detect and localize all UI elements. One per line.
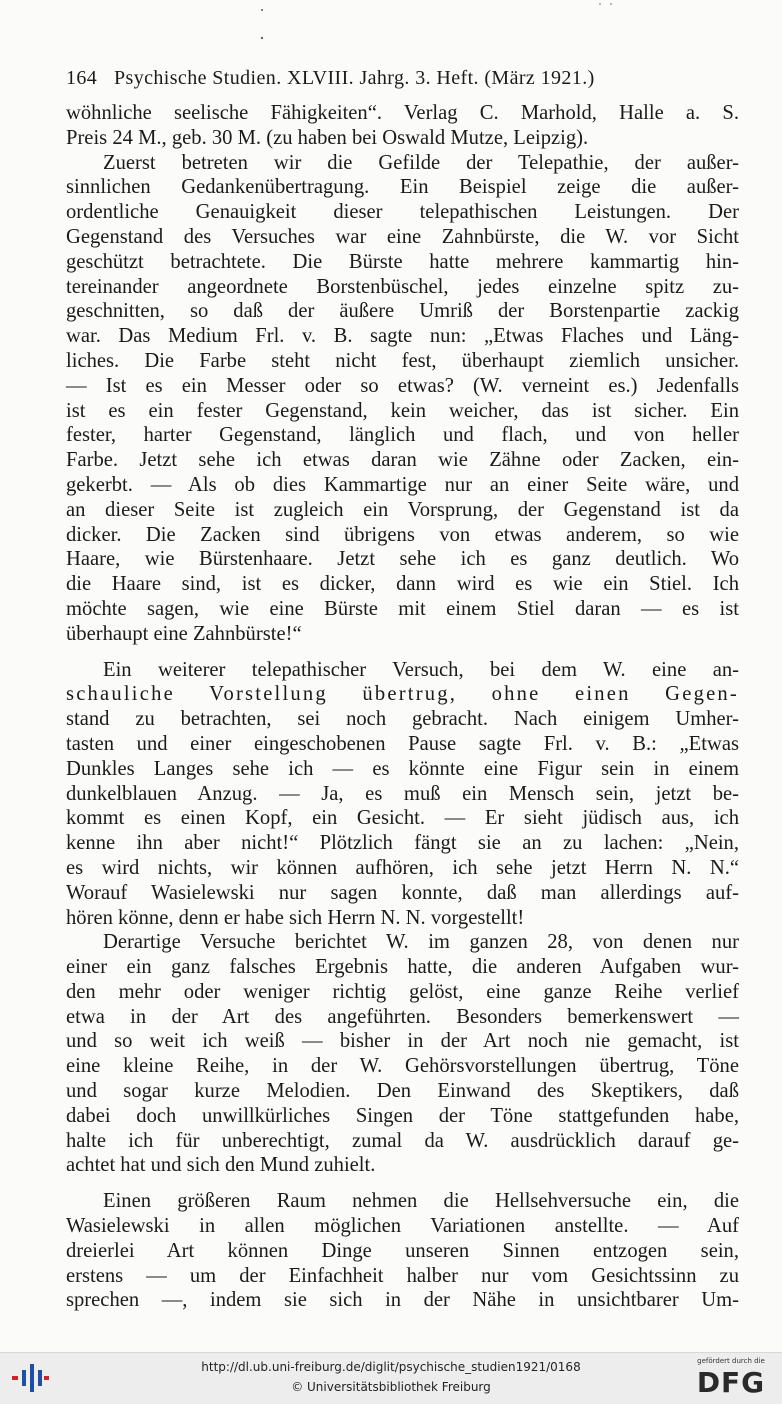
text-line-spaced: schauliche Vorstellung übertrug, ohne einen Gegen- (66, 683, 739, 706)
paragraph-gap (66, 1178, 739, 1189)
text-line: eine kleine Reihe, in der W. Gehörsvorstellungen übertrug, Töne (66, 1055, 739, 1078)
scan-specks (0, 0, 782, 60)
text-line: dreierlei Art können Dinge unseren Sinnen entzogen sein, (66, 1239, 739, 1262)
text-line: tereinander angeordnete Borstenbüschel, jedes einzelne spitz zu- (66, 275, 739, 298)
text-line: Gegenstand des Versuches war eine Zahnbürste, die W. vor Sicht (66, 225, 739, 248)
text-line: möchte sagen, wie eine Bürste mit einem Stiel daran — es ist (66, 597, 739, 620)
text-line: kenne ihn aber nicht!“ Plötzlich fängt sie an zu lachen: „Nein, (66, 832, 739, 855)
text-line: Farbe. Jetzt sehe ich etwas daran wie Zähne oder Zacken, ein- (66, 449, 739, 472)
text-line: Derartige Versuche berichtet W. im ganzen 28, von denen nur (103, 931, 739, 954)
running-title: Psychische Studien. XLVIII. Jahrg. 3. Heft. (März 1921.) (114, 67, 595, 89)
text-line: liches. Die Farbe steht nicht fest, überhaupt ziemlich unsicher. (66, 349, 739, 372)
text-line: die Haare sind, ist es dicker, dann wird es wie ein Stiel. Ich (66, 573, 739, 596)
text-line: etwa in der Art des angeführten. Besonders bemerkenswert — (66, 1005, 739, 1028)
text-line: dabei doch unwillkürliches Singen der Töne stattgefunden habe, (66, 1104, 739, 1127)
text-line: einer ein ganz falsches Ergebnis hatte, die anderen Aufgaben wur- (66, 956, 739, 979)
text-line: tasten und einer eingeschobenen Pause sagte Frl. v. B.: „Etwas (66, 732, 739, 755)
text-line: und sogar kurze Melodien. Den Einwand des Skeptikers, daß (66, 1080, 739, 1103)
text-line: es wird nichts, wir können aufhören, ich sehe jetzt Herrn N. N.“ (66, 856, 739, 879)
text-line: ist es ein fester Gegenstand, kein weicher, das ist sicher. Ein (66, 399, 739, 422)
page-number: 164 (66, 67, 98, 89)
text-line: Dunkles Langes sehe ich — es könnte eine Figur sein in einem (66, 757, 739, 780)
body-text (66, 101, 739, 1313)
dfg-logo-text: DFG (696, 1366, 766, 1399)
text-line: kommt es einen Kopf, ein Gesicht. — Er sieht jüdisch aus, ich (66, 807, 739, 830)
text-line: Haare, wie Bürstenhaare. Jetzt sehe ich es ganz deutlich. Wo (66, 548, 739, 571)
copyright-notice: © Universitätsbibliothek Freiburg (291, 1380, 491, 1394)
text-line: Worauf Wasielewski nur sagen konnte, daß man allerdings auf- (66, 881, 739, 904)
text-line: halte ich für unberechtigt, zumal da W. ausdrücklich darauf ge- (66, 1129, 739, 1152)
text-line: und so weit ich weiß — bisher in der Art noch nie gemacht, ist (66, 1030, 739, 1053)
permalink-url[interactable]: http://dl.ub.uni-freiburg.de/diglit/psychische_studien1921/0168 (201, 1360, 581, 1374)
text-line: Ein weiterer telepathischer Versuch, bei dem W. eine an- (103, 658, 739, 681)
text-line: — Ist es ein Messer oder so etwas? (W. verneint es.) Jedenfalls (66, 374, 739, 397)
text-line: erstens — um der Einfachheit halber nur vom Gesichtssinn zu (66, 1264, 739, 1287)
text-line: Einen größeren Raum nehmen die Hellsehversuche ein, die (103, 1190, 739, 1213)
text-line: den mehr oder weniger richtig gelöst, eine ganze Reihe verlief (66, 980, 739, 1003)
text-line: überhaupt eine Zahnbürste!“ (66, 622, 302, 645)
text-line: achtet hat und sich den Mund zuhielt. (66, 1154, 376, 1177)
text-line: dicker. Die Zacken sind übrigens von etwas anderem, so wie (66, 523, 739, 546)
text-line: gekerbt. — Als ob dies Kammartige nur an einer Seite wäre, und (66, 473, 739, 496)
viewer-footer (0, 1352, 782, 1404)
running-header (66, 67, 706, 93)
text-line: Preis 24 M., geb. 30 M. (zu haben bei Oswald Mutze, Leipzig). (66, 126, 589, 149)
text-line: geschnitten, so daß der äußere Umriß der Borstenpartie zackig (66, 300, 739, 323)
dfg-tagline: gefördert durch die (697, 1357, 765, 1365)
paragraph-gap (66, 647, 739, 658)
text-line: an dieser Seite ist zugleich ein Vorsprung, der Gegenstand ist da (66, 498, 739, 521)
text-line: fester, harter Gegenstand, länglich und flach, und von heller (66, 424, 739, 447)
text-line: Zuerst betreten wir die Gefilde der Telepathie, der außer- (103, 151, 739, 174)
text-line: hören könne, denn er habe sich Herrn N. N. vorgestellt! (66, 906, 525, 929)
text-line: Wasielewski in allen möglichen Variationen anstellte. — Auf (66, 1215, 739, 1238)
text-line: geschützt betrachtete. Die Bürste hatte mehrere kammartig hin- (66, 250, 739, 273)
text-line: wöhnliche seelische Fähigkeiten“. Verlag C. Marhold, Halle a. S. (66, 102, 739, 124)
text-line: sinnlichen Gedankenübertragung. Ein Beispiel zeige die außer- (66, 176, 739, 199)
text-line: dunkelblauen Anzug. — Ja, es muß ein Mensch sein, jetzt be- (66, 782, 739, 805)
text-line: war. Das Medium Frl. v. B. sagte nun: „Etwas Flaches und Läng- (66, 325, 739, 348)
text-line: ordentliche Genauigkeit dieser telepathischen Leistungen. Der (66, 201, 739, 224)
text-line: sprechen —, indem sie sich in der Nähe in unsichtbarer Um- (66, 1289, 739, 1312)
text-line: stand zu betrachten, sei noch gebracht. Nach einigem Umher- (66, 708, 739, 731)
dfg-logo-icon (690, 1357, 772, 1401)
